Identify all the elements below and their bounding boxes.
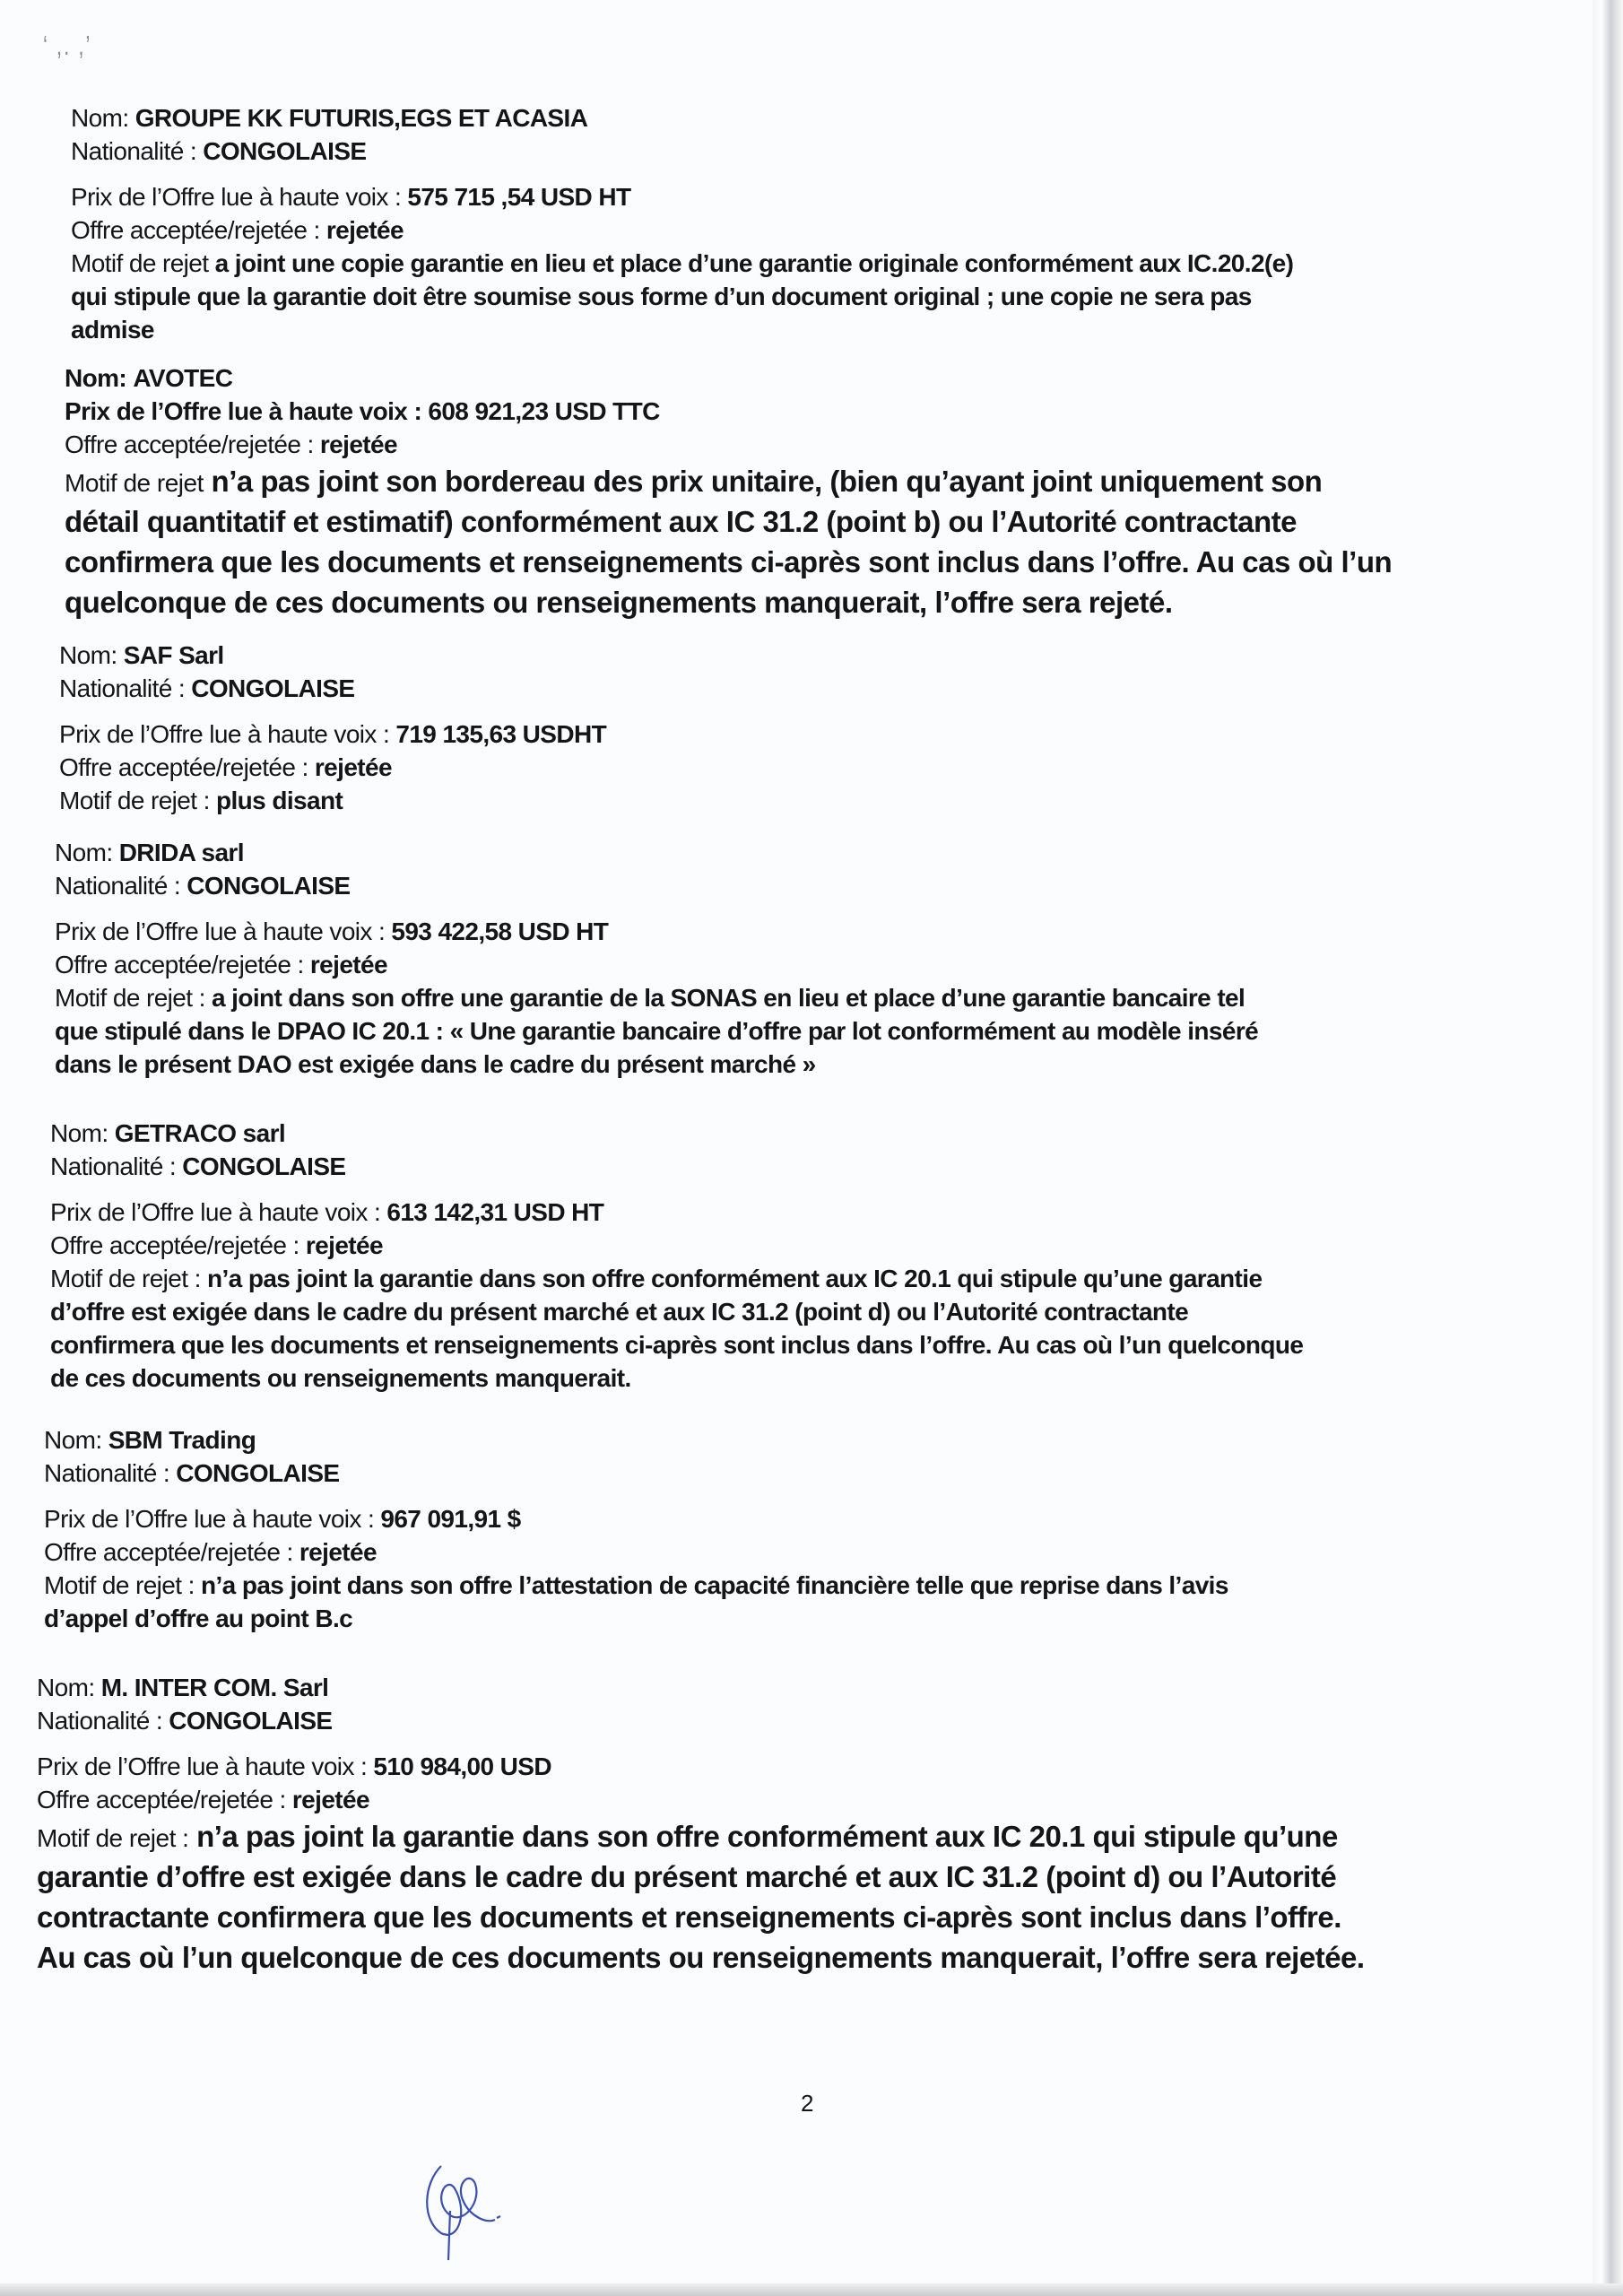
rejection-reason-line [71,247,1293,280]
rejection-label: Motif de rejet : [55,984,205,1012]
bidder-name-line [50,1117,1303,1150]
rejection-reason-text: n’a pas joint son bordereau des prix unitaire, (bien qu’ayant joint uniquement son [211,465,1323,498]
status-line [37,1783,1365,1816]
nationality-value: CONGOLAISE [187,872,351,900]
name-label: Nom: [50,1119,108,1147]
status-label: Offre acceptée/rejetée : [71,216,320,244]
price-value: 575 715 ,54 USD HT [407,183,631,211]
rejection-label: Motif de rejet : [37,1824,189,1852]
price-line [37,1750,1365,1783]
rejection-reason-text: a joint dans son offre une garantie de la SONAS en lieu et place d’une garantie bancaire tel [212,984,1245,1012]
status-line [55,948,1258,981]
status-line [71,213,1293,247]
rejection-reason-line [55,1014,1258,1048]
spacer [59,705,606,718]
rejection-reason-line [50,1262,1303,1295]
rejection-reason-text: d’appel d’offre au point B.c [44,1605,353,1632]
nationality-label: Nationalité : [50,1152,177,1180]
rejection-label: Motif de rejet : [44,1571,195,1599]
rejection-reason-text: confirmera que les documents et renseignements ci-après sont inclus dans l’offre. Au cas où l’un [65,545,1393,578]
bidder-entry [71,101,1293,346]
bidder-entry [50,1117,1303,1395]
rejection-reason-line [65,582,1392,622]
rejection-reason-text: garantie d’offre est exigée dans le cadre du présent marché et aux IC 31.2 (point d) ou l’Autorité [37,1860,1337,1893]
status-label: Offre acceptée/rejetée : [59,753,308,781]
status-line [65,428,1392,461]
bidder-name-line [65,361,1392,395]
status-value: rejetée [291,1786,369,1813]
price-value: 967 091,91 $ [380,1505,521,1533]
rejection-reason-line [65,501,1392,542]
nationality-value: CONGOLAISE [176,1459,340,1487]
name-label: Nom: [59,641,117,669]
rejection-reason-text: plus disant [216,787,343,814]
price-label: Prix de l’Offre lue à haute voix : [71,183,402,211]
bidder-name-line [55,836,1258,869]
rejection-reason-line [44,1569,1228,1602]
price-line [59,718,606,751]
nationality-line [59,672,606,705]
price-line [55,915,1258,948]
rejection-reason-text: quelconque de ces documents ou renseignements manquerait, l’offre sera rejeté. [65,586,1173,619]
price-line [65,395,1392,428]
rejection-reason-line [55,981,1258,1014]
scan-edge-bottom [0,2283,1623,2296]
rejection-reason-text: qui stipule que la garantie doit être soumise sous forme d’un document original ; une copie ne sera pas [71,283,1252,310]
price-label: Prix de l’Offre lue à haute voix : [50,1198,381,1226]
rejection-reason-text: de ces documents ou renseignements manquerait. [50,1364,631,1392]
name-label: Nom: [65,364,127,392]
price-value: 593 422,58 USD HT [391,918,609,945]
status-label: Offre acceptée/rejetée : [37,1786,286,1813]
bidder-name: M. INTER COM. Sarl [100,1674,329,1701]
rejection-reason-line [37,1897,1365,1937]
status-label: Offre acceptée/rejetée : [55,951,304,978]
bidder-entry [37,1671,1365,1978]
price-label: Prix de l’Offre lue à haute voix : [59,720,390,748]
status-label: Offre acceptée/rejetée : [50,1231,299,1259]
price-value: 719 135,63 USDHT [395,720,607,748]
nationality-value: CONGOLAISE [203,137,367,165]
rejection-label: Motif de rejet : [59,787,210,814]
rejection-reason-text: que stipulé dans le DPAO IC 20.1 : « Une garantie bancaire d’offre par lot conformément au modèle inséré [55,1017,1259,1045]
status-label: Offre acceptée/rejetée : [65,430,314,458]
bidder-name: SBM Trading [108,1426,256,1454]
rejection-reason-text: détail quantitatif et estimatif) conformément aux IC 31.2 (point b) ou l’Autorité contractante [65,505,1297,538]
status-value: rejetée [309,951,387,978]
status-value: rejetée [305,1231,383,1259]
rejection-reason-line [59,784,606,817]
rejection-reason-text: contractante confirmera que les documents et renseignements ci-après sont inclus dans l’offre. [37,1900,1341,1934]
rejection-label: Motif de rejet [65,469,204,497]
bidder-name: SAF Sarl [123,641,224,669]
rejection-reason-text: a joint une copie garantie en lieu et place d’une garantie originale conformément aux IC.20.2(e) [214,249,1294,277]
nationality-line [37,1704,1365,1737]
nationality-value: CONGOLAISE [169,1707,333,1735]
rejection-label: Motif de rejet : [50,1265,201,1292]
spacer [37,1737,1365,1750]
spacer [55,902,1258,915]
rejection-reason-text: confirmera que les documents et renseignements ci-après sont inclus dans l’offre. Au cas où l’un quelconque [50,1331,1304,1359]
name-label: Nom: [71,104,129,132]
page-number: 2 [801,2090,814,2117]
rejection-reason-text: n’a pas joint la garantie dans son offre conformément aux IC 20.1 qui stipule qu’une garantie [207,1265,1263,1292]
rejection-reason-line [65,542,1392,582]
nationality-label: Nationalité : [55,872,181,900]
rejection-reason-line [55,1048,1258,1081]
name-label: Nom: [55,839,113,866]
rejection-reason-line [50,1295,1303,1328]
nationality-label: Nationalité : [44,1459,170,1487]
scan-marks: ‘ ,. ,’ [43,29,92,61]
rejection-reason-line [44,1602,1228,1635]
signature-initials [414,2148,513,2265]
rejection-reason-text: dans le présent DAO est exigée dans le cadre du présent marché » [55,1050,816,1078]
bidder-name-line [44,1423,1228,1457]
spacer [71,168,1293,180]
bidder-entry [44,1423,1228,1635]
bidder-name: GETRACO sarl [114,1119,286,1147]
rejection-reason-text: Au cas où l’un quelconque de ces documents ou renseignements manquerait, l’offre sera rejetée. [37,1941,1365,1974]
status-value: rejetée [314,753,392,781]
name-label: Nom: [44,1426,102,1454]
price-label: Prix de l’Offre lue à haute voix : [37,1752,368,1780]
rejection-reason-text: admise [71,316,154,344]
bidder-name: DRIDA sarl [118,839,244,866]
status-line [59,751,606,784]
price-value: 613 142,31 USD HT [386,1198,604,1226]
spacer [44,1490,1228,1502]
name-label: Nom: [37,1674,95,1701]
nationality-label: Nationalité : [37,1707,163,1735]
scan-edge-right [1593,0,1623,2296]
price-line [44,1502,1228,1535]
nationality-line [55,869,1258,902]
bidder-name-line [71,101,1293,135]
rejection-reason-line [50,1328,1303,1361]
bidder-name-line [59,639,606,672]
rejection-reason-line [50,1361,1303,1395]
nationality-label: Nationalité : [71,137,197,165]
nationality-line [50,1150,1303,1183]
status-line [50,1229,1303,1262]
rejection-reason-line [37,1816,1365,1857]
price-line [50,1196,1303,1229]
bidder-entry [55,836,1258,1081]
price-value: 510 984,00 USD [373,1752,551,1780]
bidder-name-line [37,1671,1365,1704]
bidder-entry [65,361,1392,622]
status-value: rejetée [299,1538,377,1566]
rejection-reason-line [37,1857,1365,1897]
status-value: rejetée [319,430,397,458]
rejection-reason-line [71,280,1293,313]
nationality-label: Nationalité : [59,674,186,702]
rejection-reason-line [37,1937,1365,1978]
status-line [44,1535,1228,1569]
status-value: rejetée [325,216,404,244]
nationality-line [44,1457,1228,1490]
rejection-reason-text: n’a pas joint la garantie dans son offre conformément aux IC 20.1 qui stipule qu’une [196,1820,1338,1853]
price-value: 608 921,23 USD TTC [428,397,660,425]
bidder-name: GROUPE KK FUTURIS,EGS ET ACASIA [135,104,588,132]
rejection-reason-line [71,313,1293,346]
bidder-name: AVOTEC [133,364,233,392]
rejection-reason-text: n’a pas joint dans son offre l’attestation de capacité financière telle que reprise dans l’avis [201,1571,1228,1599]
spacer [50,1183,1303,1196]
bidder-entry [59,639,606,817]
rejection-reason-text: d’offre est exigée dans le cadre du présent marché et aux IC 31.2 (point d) ou l’Autorité contractante [50,1298,1189,1326]
price-line [71,180,1293,213]
rejection-reason-line [65,461,1392,501]
price-label: Prix de l’Offre lue à haute voix : [55,918,386,945]
nationality-line [71,135,1293,168]
nationality-value: CONGOLAISE [182,1152,346,1180]
price-label: Prix de l’Offre lue à haute voix : [65,397,422,425]
status-label: Offre acceptée/rejetée : [44,1538,293,1566]
nationality-value: CONGOLAISE [191,674,355,702]
rejection-label: Motif de rejet [71,249,209,277]
price-label: Prix de l’Offre lue à haute voix : [44,1505,375,1533]
